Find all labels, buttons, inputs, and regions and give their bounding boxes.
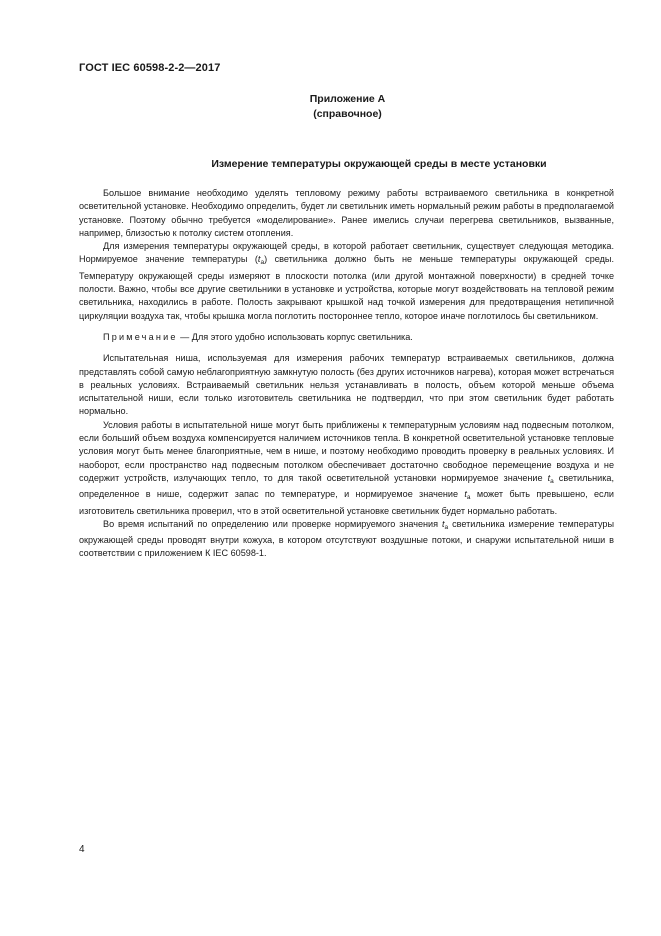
paragraph-4-part-b: светильника, определенное в нише, содержит запас по температуре, и нормируемое значение bbox=[79, 472, 614, 500]
paragraph-5-part-b: светильника измерение температуры окружающей среды проводят внутри кожуха, в котором отсутствуют воздушные потоки, и снаружи испытательной ниши в соответствии с приложением К IEC 60598-1. bbox=[79, 518, 614, 559]
annex-type: (справочное) bbox=[313, 108, 382, 120]
paragraph-2-part-b: ) светильника должно быть не меньше температуры окружающей среды. Температуру окружающей среды измеряют в плоскости потолка (или другой монтажной поверхности) в средней точке полости. Важно, чтобы все другие светильники в установке и устройства, которые могут воздействовать на тепловой режим светильника, находились в работе. Полость закрывают крышкой над точкой измерения для предотвращения нетипичной циркуляции воздуха так, чтобы крышка могла поглотить постороннее тепло, которое иначе поглотилось бы светильником. bbox=[79, 254, 614, 321]
paragraph-2 bbox=[79, 240, 614, 323]
paragraph-2-part-a: Для измерения температуры окружающей среды, в которой работает светильник, существует следующая методика. Нормируемое значение температуры ( bbox=[79, 241, 614, 265]
paragraph-3: Испытательная ниша, используемая для измерения рабочих температур встраиваемых светильников, должна представлять собой самую неблагоприятную замкнутую полость (без других источников нагрева), которая может встречаться в реальных условиях. Встраиваемый светильник нельзя устанавливать в полость, объем которой меньше объема испытательной ниши, если только изготовитель светильника не подтвердил, что при этом светильник будет работать нормально. bbox=[79, 353, 614, 417]
ta-symbol: $t_a$ bbox=[257, 254, 265, 267]
note-label: Примечание bbox=[103, 331, 178, 342]
standard-designation: ГОСТ IEC 60598-2-2—2017 bbox=[79, 62, 221, 74]
paragraph-4 bbox=[79, 419, 614, 518]
annex-label: Приложение А bbox=[309, 93, 386, 105]
paragraph-4-part-a: Условия работы в испытательной нише могут быть приближены к температурным условиям над подвесным потолком, если больший объем воздуха компенсируется наличием источников тепла. В конкретной осветительной установке тепловые условия могут быть менее благоприятные, чем в нише, и поэтому необходимо проводить проверку в реальных условиях. И наоборот, если пространство над подвесным потолком обеспечивает достаточно свободное перемещение воздуха и не содержит устройств, излучающих тепло, то для такой осветительной установки нормируемое значение bbox=[79, 419, 614, 483]
body-text bbox=[79, 187, 614, 561]
paragraph-5 bbox=[79, 518, 614, 561]
ta-symbol: $t_a$ bbox=[547, 472, 554, 485]
ta-symbol: $t_a$ bbox=[441, 518, 449, 531]
section-title: Измерение температуры окружающей среды в месте установки bbox=[211, 158, 547, 170]
note-text: — Для этого удобно использовать корпус светильника. bbox=[180, 331, 413, 342]
ta-symbol: $t_a$ bbox=[464, 489, 471, 502]
paragraph-4-part-c: может быть превышено, если изготовитель светильника проверил, что в этой осветительной установке светильник будет нормально работать. bbox=[79, 489, 614, 516]
annex-heading bbox=[0, 92, 661, 122]
note bbox=[79, 331, 614, 344]
page-number: 4 bbox=[79, 844, 85, 855]
paragraph-5-part-a: Во время испытаний по определению или проверке нормируемого значения bbox=[103, 518, 442, 529]
paragraph-1: Большое внимание необходимо уделять тепловому режиму работы встраиваемого светильника в конкретной осветительной установке. Необходимо определить, будет ли светильник иметь нормальный режим работы в предполагаемой установке. Поэтому обычно требуется «моделирование». Ранее имелись случаи перегрева светильников, вызванные, например, близостью к потолку систем отопления. bbox=[79, 188, 614, 238]
